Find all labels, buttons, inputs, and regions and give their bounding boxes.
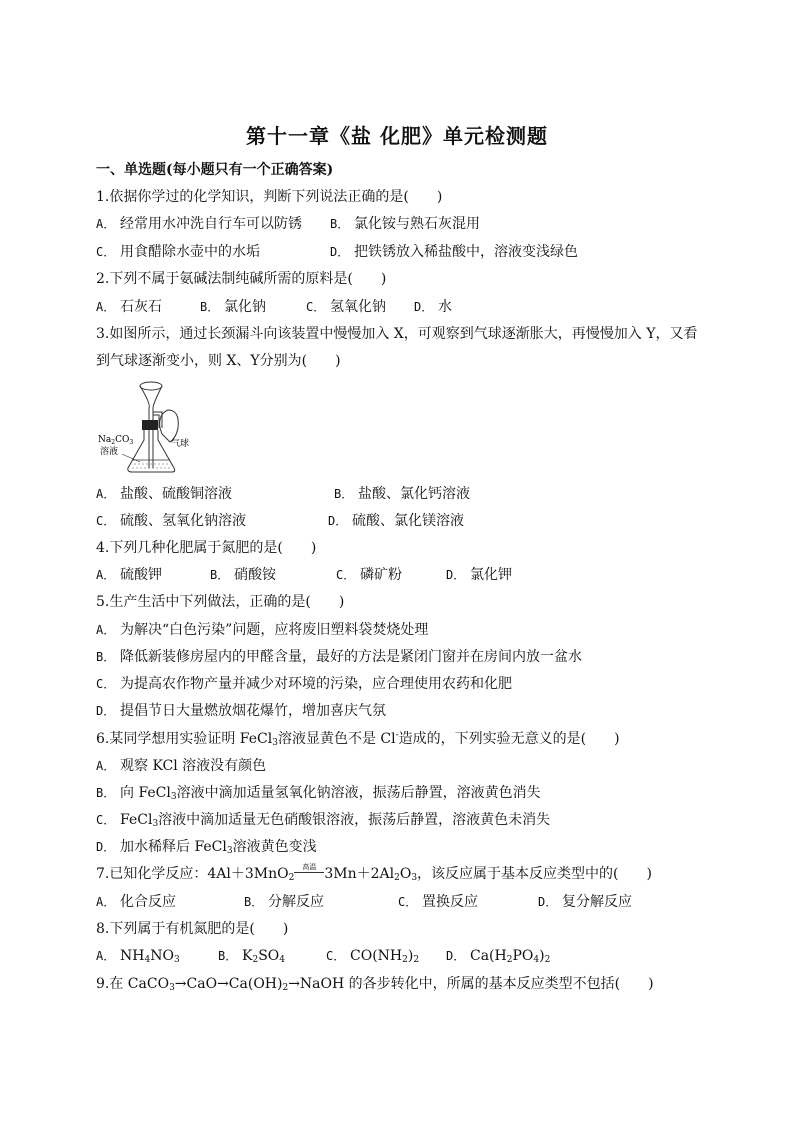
question-4-option-a: A． 硫酸钾 xyxy=(96,567,162,583)
reaction-arrow xyxy=(294,872,324,873)
question-6-option-c: C． FeCl$_3$溶液中滴加适量无色硝酸银溶液，振荡后静置，溶液黄色未消失 xyxy=(96,812,551,829)
question-1-option-b: B． 氯化铵与熟石灰混用 xyxy=(330,216,480,232)
question-5-option-d: D． 提倡节日大量燃放烟花爆竹，增加喜庆气氛 xyxy=(96,703,386,719)
solution-label-2: 溶液 xyxy=(100,447,119,457)
question-7-option-c: C． 置换反应 xyxy=(398,894,478,910)
question-4-option-b: B． 硝酸铵 xyxy=(210,567,276,583)
question-3-option-c: C． 硫酸、氢氧化钠溶液 xyxy=(96,513,246,529)
question-5-option-c: C． 为提高农作物产量并减少对环境的污染，应合理使用农药和化肥 xyxy=(96,676,512,692)
question-1-option-a: A． 经常用水冲洗自行车可以防锈 xyxy=(96,216,302,232)
question-8-option-c: C． $CO(NH_2)_2$ xyxy=(326,948,420,965)
question-5-option-b: B． 降低新装修房屋内的甲醛含量，最好的方法是紧闭门窗并在房间内放一盆水 xyxy=(96,649,582,665)
question-1-option-d: D． 把铁锈放入稀盐酸中，溶液变浅绿色 xyxy=(330,244,578,260)
question-8-option-b: B． $K_2SO_4$ xyxy=(218,948,286,965)
question-3-option-b: B． 盐酸、氯化钙溶液 xyxy=(334,486,470,502)
question-2-option-c: C． 氢氧化钠 xyxy=(306,299,386,315)
question-6-stem: 6.某同学想用实验证明 FeCl$_3$溶液显黄色不是 Cl-造成的，下列实验无意义的是( ) xyxy=(96,730,620,748)
balloon-label: 气球 xyxy=(171,439,190,449)
question-2-option-a: A． 石灰石 xyxy=(96,299,162,315)
question-1-option-c: C． 用食醋除水壶中的水垢 xyxy=(96,244,260,260)
question-6-option-b: B． 向 FeCl$_3$溶液中滴加适量氢氧化钠溶液，振荡后静置，溶液黄色消失 xyxy=(96,785,541,802)
flask-apparatus-figure xyxy=(96,380,200,476)
flask-diagram xyxy=(96,380,200,476)
question-3-stem-line-1: 3.如图所示，通过长颈漏斗向该装置中慢慢加入 X，可观察到气球逐渐胀大，再慢慢加入 Y，又看 xyxy=(96,326,698,342)
reaction-condition: 高温 xyxy=(294,864,324,878)
question-7-stem: 7.已知化学反应：4Al＋3MnO$_2$ 高温 $3Mn+2Al_2O_3$，该反应属于基本反应类型中的( ) xyxy=(96,863,652,883)
question-7-option-b: B． 分解反应 xyxy=(244,894,324,910)
question-3-option-d: D． 硫酸、氯化镁溶液 xyxy=(328,513,464,529)
question-7-option-a: A． 化合反应 xyxy=(96,894,176,910)
question-9-stem: 9.在 $CaCO_3\to CaO\to Ca(OH)_2\to NaOH$ 的各步转化中，所属的基本反应类型不包括( ) xyxy=(96,976,654,993)
question-8-option-d: D． $Ca(H_2PO_4)_2$ xyxy=(446,948,551,965)
question-8-option-a: A． $NH_4NO_3$ xyxy=(96,948,180,965)
question-6-option-a: A． 观察 KCl 溶液没有颜色 xyxy=(96,758,267,774)
question-4-option-d: D． 氯化钾 xyxy=(446,567,512,583)
solution-label: $Na_2CO_3$ xyxy=(98,435,134,446)
question-2-option-b: B． 氯化钠 xyxy=(200,299,266,315)
question-5-option-a: A． 为解决“白色污染”问题，应将废旧塑料袋焚烧处理 xyxy=(96,622,429,638)
page-title: 第十一章《盐 化肥》单元检测题 xyxy=(246,124,548,148)
question-5-stem: 5.生产生活中下列做法，正确的是( ) xyxy=(96,594,345,610)
question-3-stem-line-2: 到气球逐渐变小，则 X、Y分别为( ) xyxy=(96,353,341,369)
question-8-stem: 8.下列属于有机氮肥的是( ) xyxy=(96,921,289,937)
section-heading: 一、单选题(每小题只有一个正确答案) xyxy=(96,162,334,178)
question-4-stem: 4.下列几种化肥属于氮肥的是( ) xyxy=(96,540,317,556)
question-2-stem: 2.下列不属于氨碱法制纯碱所需的原料是( ) xyxy=(96,271,387,287)
question-4-option-c: C． 磷矿粉 xyxy=(336,567,402,583)
question-6-option-d: D． 加水稀释后 FeCl$_3$溶液黄色变浅 xyxy=(96,839,317,856)
question-2-option-d: D． 水 xyxy=(414,299,452,315)
question-3-option-a: A． 盐酸、硫酸铜溶液 xyxy=(96,486,232,502)
question-7-option-d: D． 复分解反应 xyxy=(538,894,632,910)
question-1-stem: 1.依据你学过的化学知识，判断下列说法正确的是( ) xyxy=(96,189,443,205)
